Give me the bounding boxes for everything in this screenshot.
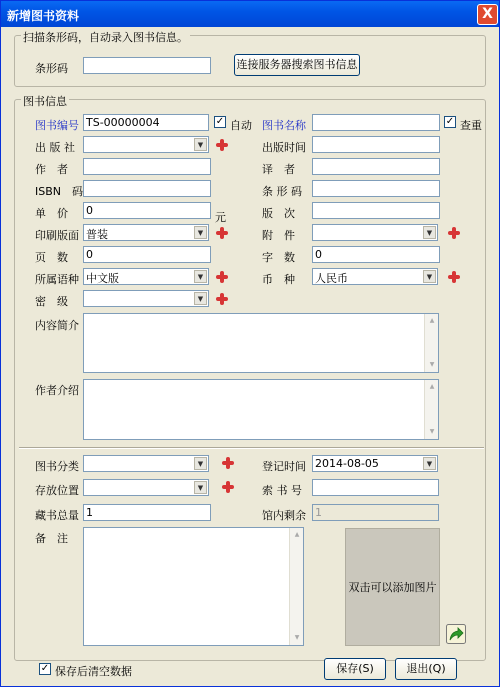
- section-divider: [19, 447, 484, 449]
- location-select[interactable]: [83, 479, 209, 496]
- chevron-down-icon[interactable]: ▼: [194, 457, 207, 470]
- summary-label: 内容简介: [35, 319, 79, 332]
- remain-input: 1: [312, 504, 439, 521]
- currency-value: 人民币: [315, 272, 348, 285]
- dup-check-label: 查重: [460, 119, 482, 132]
- currency-select[interactable]: [312, 268, 438, 285]
- add-attach-plus-icon[interactable]: [448, 227, 460, 239]
- save-button[interactable]: 保存(S): [324, 658, 386, 680]
- regtime-picker[interactable]: [312, 455, 438, 472]
- close-button[interactable]: X: [477, 4, 498, 25]
- auto-label: 自动: [230, 119, 252, 132]
- scroll-down-icon[interactable]: ▼: [429, 428, 435, 435]
- book-info-group-title: 图书信息: [23, 95, 67, 108]
- title-bar[interactable]: [1, 1, 499, 27]
- attach-select[interactable]: [312, 224, 438, 241]
- language-value: 中文版: [86, 272, 119, 285]
- author-intro-scrollbar[interactable]: [424, 380, 438, 439]
- price-input[interactable]: 0: [83, 202, 211, 219]
- scroll-down-icon[interactable]: ▼: [429, 361, 435, 368]
- summary-textarea[interactable]: [83, 313, 439, 373]
- scan-group-title: 扫描条形码，自动录入图书信息。: [23, 31, 188, 44]
- currency-label: 币 种: [262, 273, 295, 286]
- chevron-down-icon[interactable]: ▼: [423, 270, 436, 283]
- remain-label: 馆内剩余: [262, 509, 306, 522]
- price-label: 单 价: [35, 207, 68, 220]
- isbn-label: ISBN 码: [35, 185, 84, 198]
- author-label: 作 者: [35, 163, 68, 176]
- clear-after-save-checkbox[interactable]: ✓: [40, 663, 50, 674]
- total-input[interactable]: 1: [83, 504, 211, 521]
- location-label: 存放位置: [35, 484, 79, 497]
- publisher-select[interactable]: [83, 136, 209, 153]
- add-publisher-plus-icon[interactable]: [216, 139, 228, 151]
- words-label: 字 数: [262, 251, 295, 264]
- pubdate-label: 出版时间: [262, 141, 306, 154]
- book-image-box[interactable]: 双击可以添加图片: [345, 528, 440, 646]
- layout-value: 普装: [86, 228, 108, 241]
- window-title: 新增图书资料: [7, 9, 80, 23]
- chevron-down-icon[interactable]: ▼: [194, 138, 207, 151]
- dup-check-checkbox[interactable]: ✓: [445, 116, 455, 127]
- pubdate-input[interactable]: [312, 136, 440, 153]
- auto-checkbox[interactable]: ✓: [215, 116, 225, 127]
- attach-label: 附 件: [262, 229, 295, 242]
- chevron-down-icon[interactable]: ▼: [194, 270, 207, 283]
- remark-textarea[interactable]: [83, 527, 304, 646]
- price-unit: 元: [215, 211, 226, 224]
- clear-after-save-label: 保存后清空数据: [55, 665, 132, 678]
- add-currency-plus-icon[interactable]: [448, 271, 460, 283]
- layout-select[interactable]: [83, 224, 209, 241]
- publisher-label: 出 版 社: [35, 141, 75, 154]
- layout-label: 印刷版面: [35, 229, 79, 242]
- barcode-input[interactable]: [83, 57, 211, 74]
- translator-input[interactable]: [312, 158, 440, 175]
- edition-input[interactable]: [312, 202, 440, 219]
- upload-arrow-icon[interactable]: [446, 624, 466, 644]
- remark-label: 备 注: [35, 532, 68, 545]
- chevron-down-icon[interactable]: ▼: [423, 226, 436, 239]
- scroll-down-icon[interactable]: ▼: [294, 634, 300, 641]
- add-category-plus-icon[interactable]: [222, 457, 234, 469]
- category-label: 图书分类: [35, 460, 79, 473]
- scroll-up-icon[interactable]: ▲: [429, 317, 435, 324]
- language-select[interactable]: [83, 268, 209, 285]
- scroll-up-icon[interactable]: ▲: [429, 383, 435, 390]
- callno-input[interactable]: [312, 479, 439, 496]
- chevron-down-icon[interactable]: ▼: [194, 481, 207, 494]
- barcode-label: 条形码: [35, 62, 68, 75]
- chevron-down-icon[interactable]: ▼: [194, 292, 207, 305]
- add-layout-plus-icon[interactable]: [216, 227, 228, 239]
- barcode2-label: 条 形 码: [262, 185, 302, 198]
- scroll-up-icon[interactable]: ▲: [294, 531, 300, 538]
- exit-button[interactable]: 退出(Q): [395, 658, 457, 680]
- total-label: 藏书总量: [35, 509, 79, 522]
- book-name-label: 图书名称: [262, 119, 306, 132]
- translator-label: 译 者: [262, 163, 295, 176]
- language-label: 所属语种: [35, 273, 79, 286]
- author-intro-label: 作者介绍: [35, 384, 79, 397]
- add-secret-plus-icon[interactable]: [216, 293, 228, 305]
- edition-label: 版 次: [262, 207, 295, 220]
- category-select[interactable]: [83, 455, 209, 472]
- chevron-down-icon[interactable]: ▼: [194, 226, 207, 239]
- pages-label: 页 数: [35, 251, 68, 264]
- add-location-plus-icon[interactable]: [222, 481, 234, 493]
- chevron-down-icon[interactable]: ▼: [423, 457, 436, 470]
- words-input[interactable]: 0: [312, 246, 440, 263]
- barcode2-input[interactable]: [312, 180, 440, 197]
- secret-label: 密 级: [35, 295, 68, 308]
- callno-label: 索 书 号: [262, 484, 302, 497]
- search-server-button[interactable]: 连接服务器搜索图书信息: [234, 54, 360, 76]
- book-no-input[interactable]: TS-00000004: [83, 114, 209, 131]
- summary-scrollbar[interactable]: [424, 314, 438, 372]
- remark-scrollbar[interactable]: [289, 528, 303, 645]
- author-input[interactable]: [83, 158, 211, 175]
- pages-input[interactable]: 0: [83, 246, 211, 263]
- author-intro-textarea[interactable]: [83, 379, 439, 440]
- isbn-input[interactable]: [83, 180, 211, 197]
- book-no-label: 图书编号: [35, 119, 79, 132]
- regtime-label: 登记时间: [262, 460, 306, 473]
- book-name-input[interactable]: [312, 114, 440, 131]
- add-language-plus-icon[interactable]: [216, 271, 228, 283]
- secret-select[interactable]: [83, 290, 209, 307]
- regtime-value: 2014-08-05: [315, 457, 379, 470]
